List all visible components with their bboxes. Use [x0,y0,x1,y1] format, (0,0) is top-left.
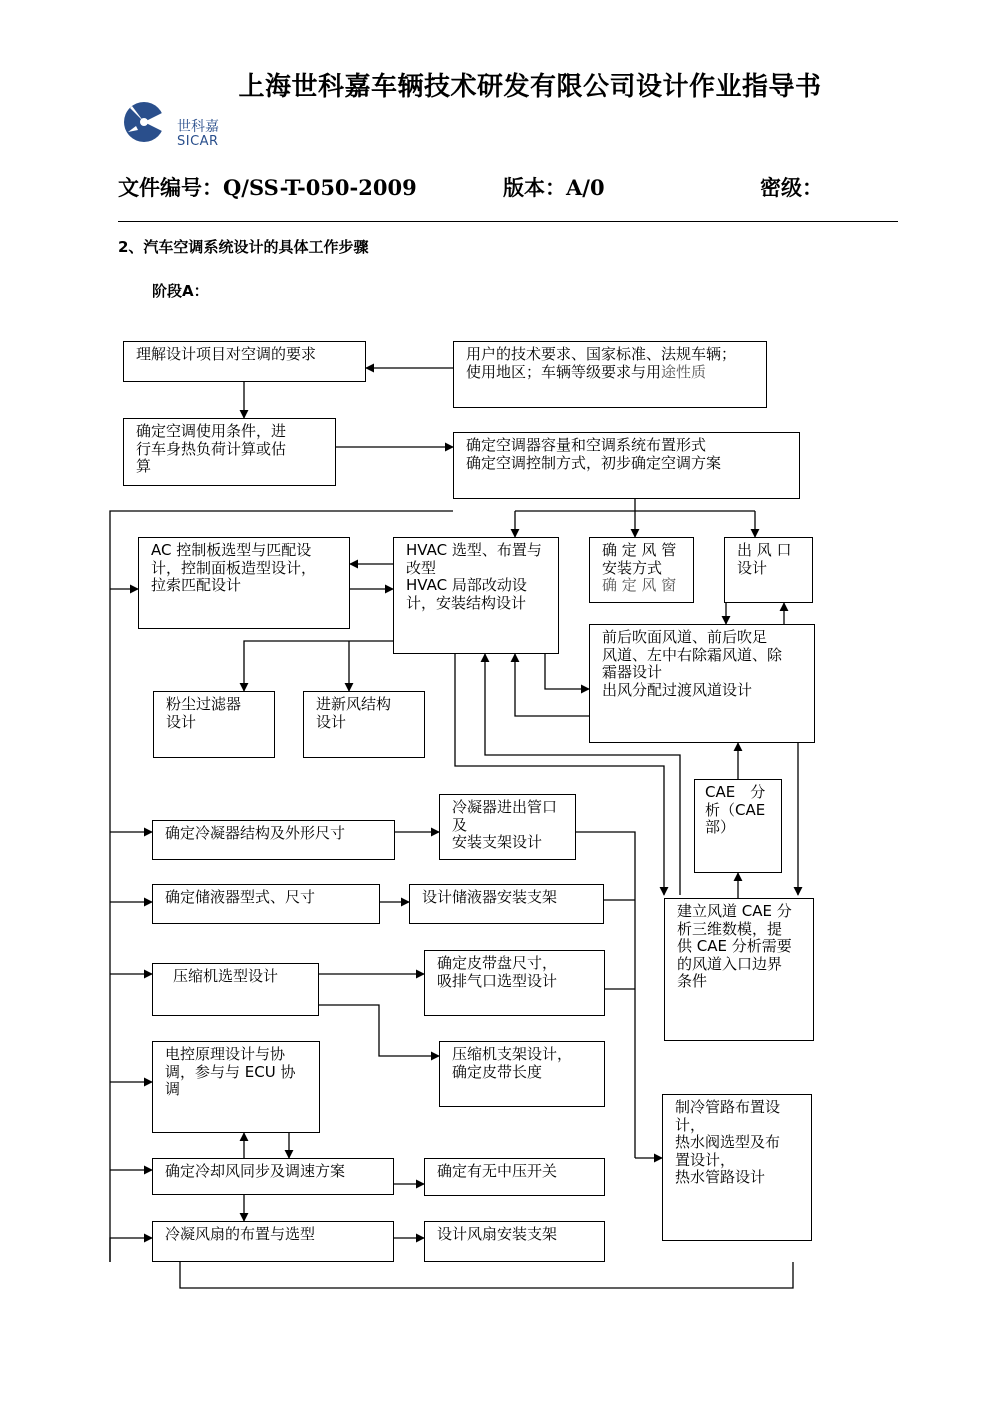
arrow-to-filter [244,641,349,691]
box-text-line: 确定空调使用条件，进 [136,422,287,440]
logo-chinese-text: 世科嘉 [177,119,219,135]
box-condenser-fan [152,1221,394,1262]
arrow-ducts-to-hvac [515,654,589,716]
box-text-line: 部） [705,818,736,836]
box-text-line: 确定有无中压开关 [437,1162,558,1180]
box-text-line: HVAC 选型、布置与 [406,541,542,559]
box-compressor-bracket [439,1041,605,1107]
box-text-line: 出风分配过渡风道设计 [602,680,753,699]
box-duct-installation [589,537,694,603]
box-text-line: 改型 [406,558,437,577]
box-electric-control [152,1041,320,1133]
box-text-line: 设计 [737,558,768,577]
box-text-line: 风道、左中右除霜风道、除 [602,645,783,664]
document-number: 文件编号：Q/SS-T-050-2009 [118,175,417,200]
box-text-line: CAE 分 [705,783,766,801]
box-text-line: 霜器设计 [602,663,663,681]
box-ac-control-panel [138,537,350,629]
document-version: 版本：A/0 [503,175,605,200]
arrow-hvac-to-ducts [545,654,589,689]
box-text-line: 出 风 口 [737,541,792,559]
box-text-line: 使用地区；车辆等级要求与用途性质 [466,362,707,381]
box-text-line: 电控原理设计与协 [165,1045,286,1063]
box-compressor [152,963,319,1016]
stage-label: 阶段A： [152,282,209,300]
box-text-line: 确定皮带盘尺寸， [437,954,558,972]
box-text-line: 行车身热负荷计算或估 [136,439,287,458]
box-pressure-switch [424,1158,605,1196]
box-condenser [152,820,395,860]
box-text-line: 压缩机选型设计 [173,967,279,985]
box-text-line: 计，控制面板造型设计， [151,558,317,577]
box-text-line: 设计储液器安装支架 [422,888,558,906]
box-text-line: 确定冷凝器结构及外形尺寸 [165,824,346,842]
box-use-conditions [123,418,336,486]
box-text-line: 理解设计项目对空调的要求 [136,345,317,363]
security-level: 密级： [760,175,823,200]
box-text-line: 拉索匹配设计 [151,576,242,594]
box-text-line: 算 [136,457,152,475]
box-text-line: 计，安装结构设计 [406,593,527,612]
box-text-line: 安装支架设计 [452,833,543,851]
box-text-line: 确 定 风 窗 [602,576,677,594]
box-text-line: 热水阀选型及布 [675,1133,781,1151]
box-text-line: 前后吹面风道、前后吹足 [602,628,768,646]
box-pulley [424,950,605,1016]
logo-english-text: SICAR [177,134,219,149]
box-condenser-pipe [439,794,576,860]
box-text-line: 冷凝风扇的布置与选型 [165,1225,316,1243]
box-refrigerant-pipe [662,1094,812,1241]
box-text-line: 的风道入口边界 [677,954,783,973]
box-text-line: 进新风结构 [316,695,392,713]
box-text-line: 用户的技术要求、国家标准、法规车辆； [466,345,737,363]
box-text-line: 冷凝器进出管口及 [452,798,558,834]
box-air-outlet [724,537,813,603]
box-text-line: 析三维数模，提 [677,919,783,938]
box-receiver-bracket [409,884,604,924]
box-air-ducts [589,624,815,743]
box-text-line: 吸排气口选型设计 [437,971,558,990]
box-text-line: 确定皮带长度 [452,1062,543,1081]
box-text-line: 安装方式 [602,558,663,577]
box-text-line: 调，参与与 ECU 协 [165,1062,296,1081]
box-text-line: 压缩机支架设计， [452,1045,573,1063]
section-title: 2、汽车空调系统设计的具体工作步骤 [118,238,369,256]
box-fan-bracket [424,1221,605,1262]
box-cae-analysis [694,779,782,873]
box-text-line: 析（CAE [705,800,766,819]
box-text-line: 确定空调控制方式，初步确定空调方案 [466,453,722,472]
box-text-line: HVAC 局部改动设 [406,576,527,594]
box-fresh-air [303,691,425,758]
box-text-line: AC 控制板选型与匹配设 [151,541,312,559]
box-text-line: 条件 [677,972,708,990]
box-text-line: 制冷管路布置设 [675,1098,781,1116]
box-receiver [152,884,380,924]
box-text-line: 设计 [166,712,197,731]
document-title: 上海世科嘉车辆技术研发有限公司设计作业指导书 [238,72,822,102]
box-text-line: 计， [675,1115,706,1134]
box-understand-requirements [123,341,366,382]
box-text-line: 设计 [316,712,347,731]
box-text-line: 确定空调器容量和空调系统布置形式 [466,436,707,454]
box-text-line: 确 定 风 管 [602,541,677,559]
box-text-line: 建立风道 CAE 分 [677,902,792,920]
box-text-line: 确定冷却风同步及调速方案 [165,1162,346,1180]
box-text-line: 供 CAE 分析需要 [677,937,792,955]
arrow-trunk-to-condfan [110,1238,152,1262]
box-text-line: 确定储液器型式、尺寸 [165,888,316,906]
arrow-compressor-to-bracket [319,1005,439,1056]
box-cooling-fan-sync [152,1158,394,1195]
box-text-line: 置设计， [675,1150,736,1169]
box-dust-filter [153,691,275,758]
box-text-line: 设计风扇安装支架 [437,1225,558,1243]
box-capacity-layout [453,432,800,499]
box-user-requirements [453,341,767,408]
box-text-line: 热水管路设计 [675,1168,766,1186]
box-cae-model [664,898,814,1041]
box-hvac-selection [393,537,559,654]
box-text-line: 调 [165,1080,181,1098]
box-text-line: 粉尘过滤器 [166,695,242,713]
line-bottom-return [180,1262,793,1288]
